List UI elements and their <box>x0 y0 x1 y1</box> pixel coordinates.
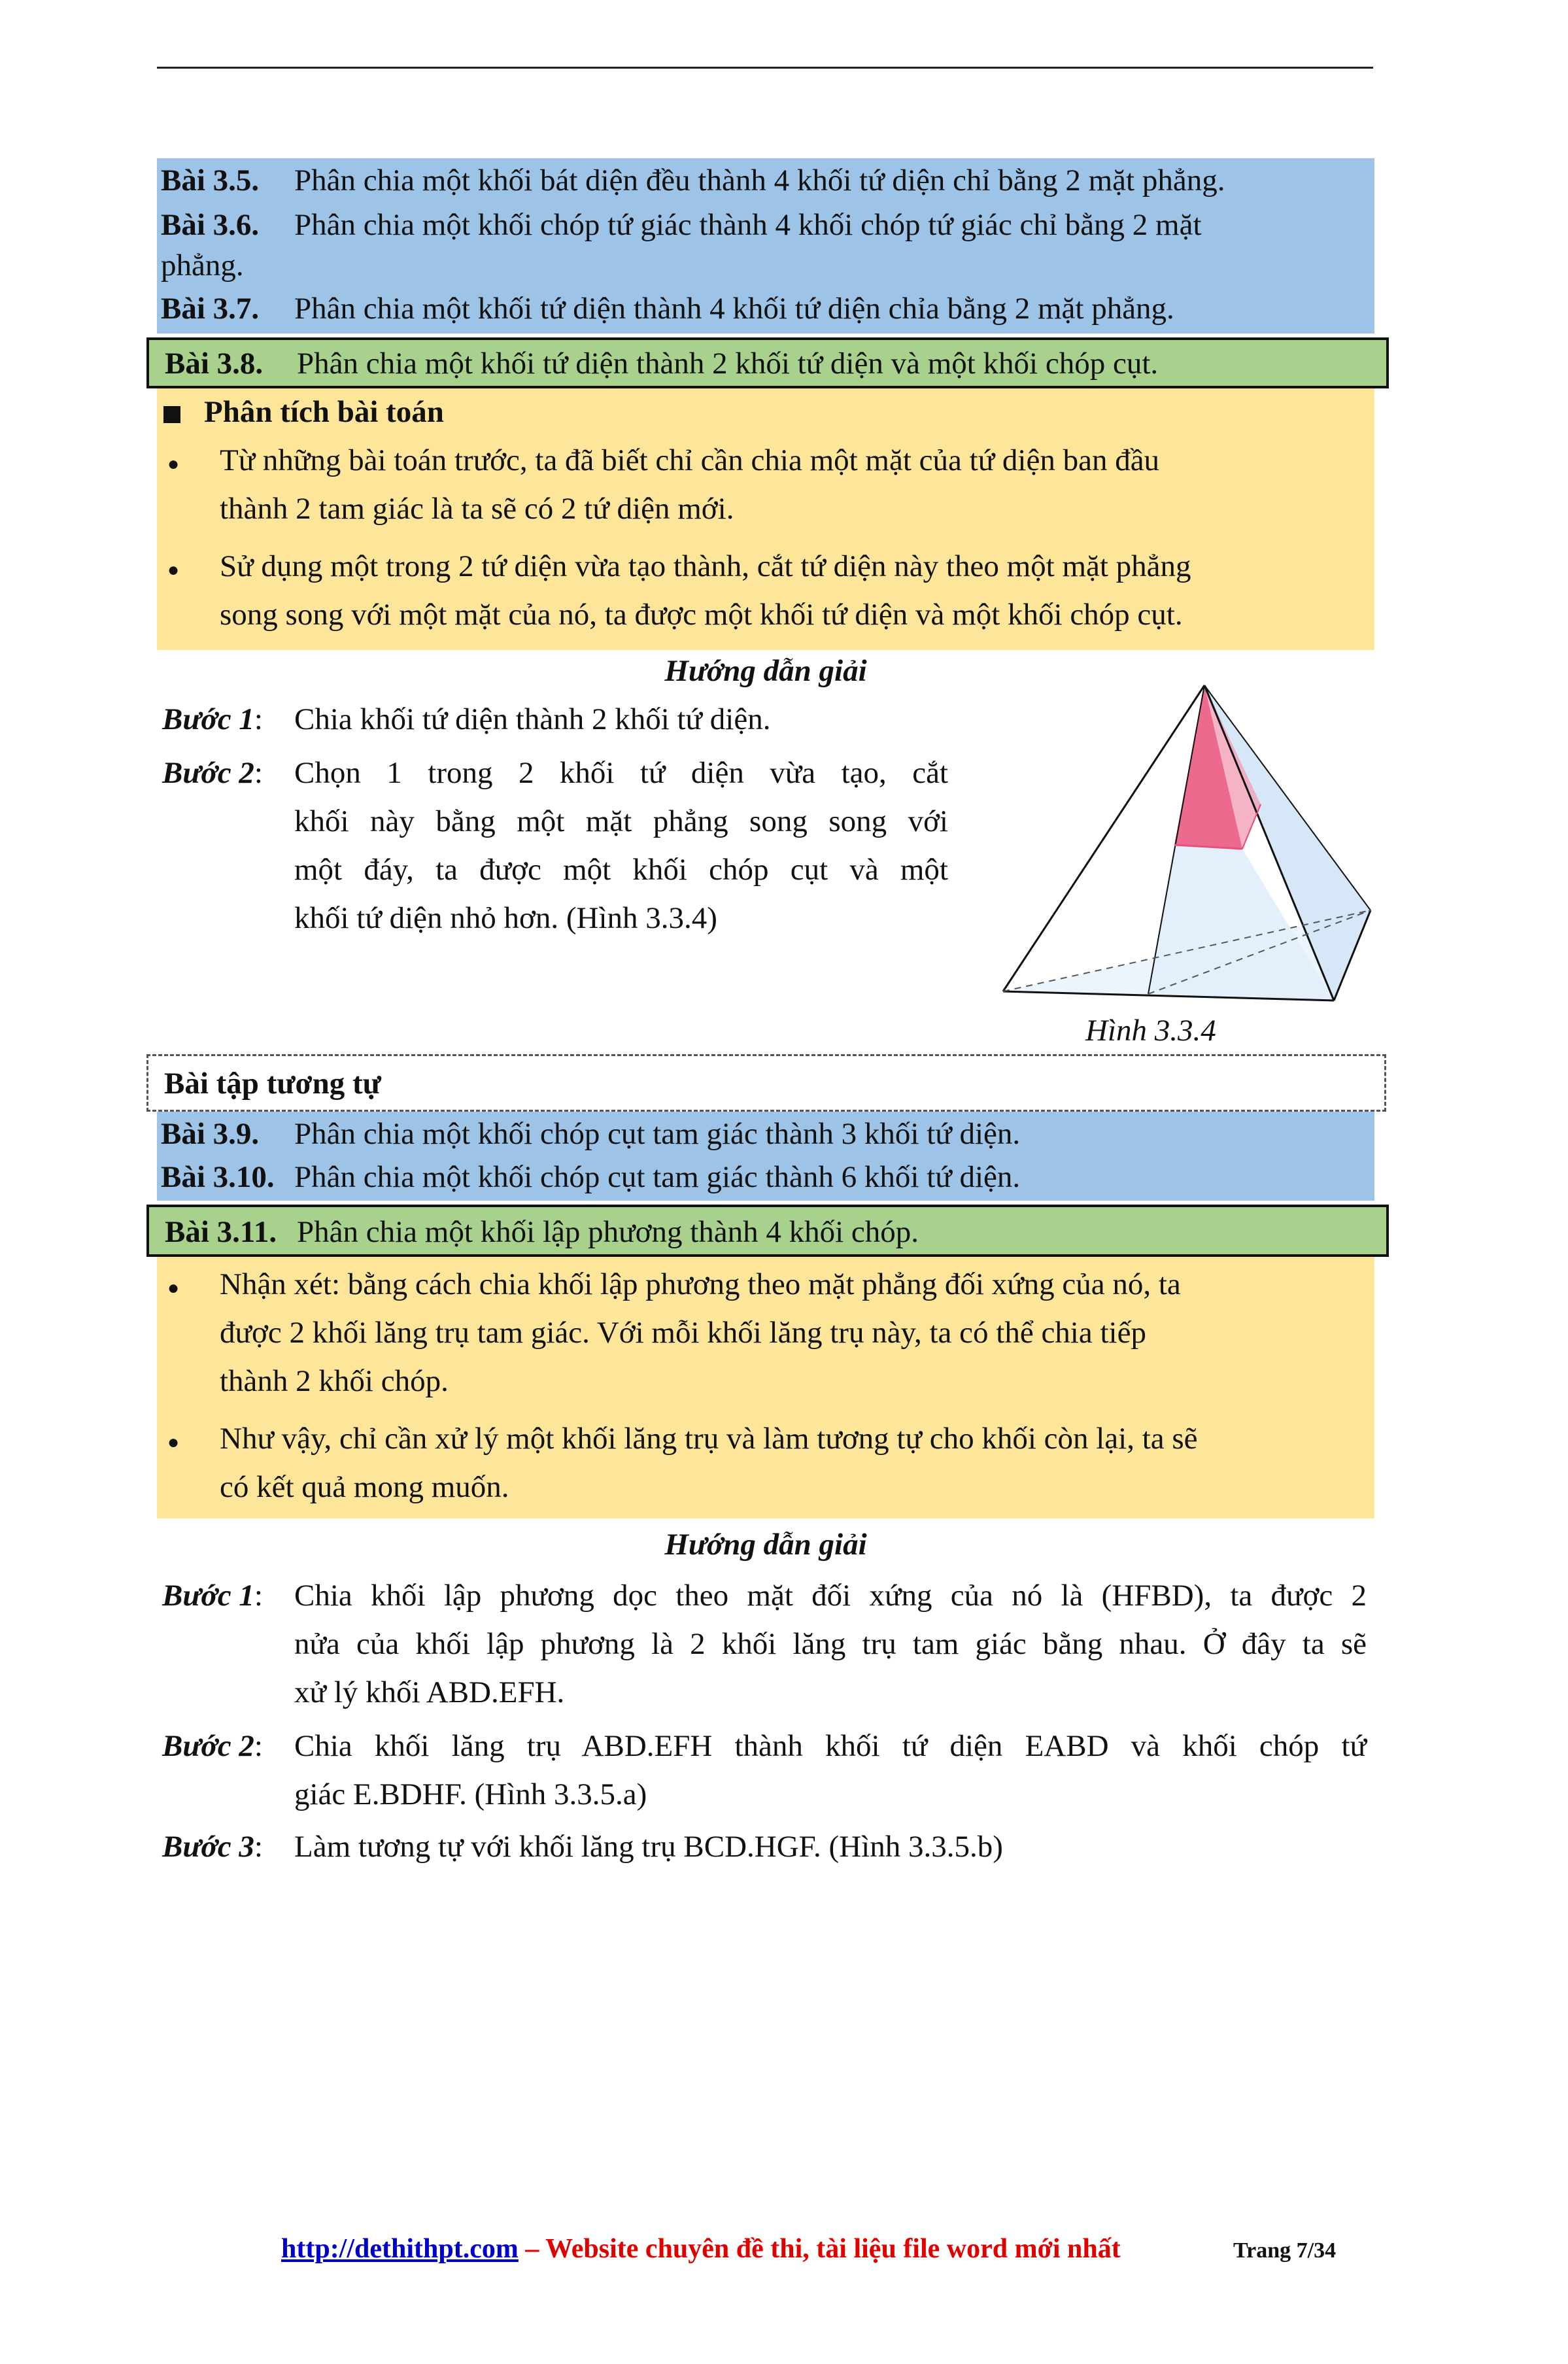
problem-text: Phân chia một khối bát diện đều thành 4 khối tứ diện chỉ bằng 2 mặt phẳng. <box>294 163 1225 197</box>
bullet-icon: ● <box>167 453 180 475</box>
problem-label: Bài 3.11. <box>165 1215 277 1249</box>
problem-3-8 <box>146 337 1389 388</box>
step-1-text <box>294 1576 1367 1712</box>
step-1-text: Chia khối tứ diện thành 2 khối tứ diện. <box>294 702 771 736</box>
footer-dash: – <box>518 2234 546 2264</box>
step-line: nửa của khối lập phương là 2 khối lăng trụ tam giác bằng nhau. Ở đây ta sẽ <box>294 1627 1367 1661</box>
step-label: Bước 3: <box>162 1830 263 1864</box>
remark-2 <box>220 1419 1348 1507</box>
problem-text: Phân chia một khối chóp cụt tam giác thành 6 khối tứ diện. <box>294 1160 1021 1194</box>
problem-text: Phân chia một khối chóp tứ giác thành 4 khối chóp tứ giác chỉ bằng 2 mặt <box>294 208 1202 242</box>
analysis-bullet-2 <box>220 547 1348 634</box>
similar-heading-box <box>146 1054 1386 1112</box>
remarks-block <box>157 1257 1374 1518</box>
analysis-block <box>157 388 1374 650</box>
figure-3-3-4 <box>1000 674 1380 1014</box>
problem-text-cont: phẳng. <box>161 248 244 283</box>
footer <box>281 2231 1121 2267</box>
page-number: Trang 7/34 <box>1233 2238 1337 2263</box>
similar-heading: Bài tập tương tự <box>164 1067 381 1101</box>
square-bullet-icon <box>163 406 180 423</box>
analysis-heading: Phân tích bài toán <box>204 395 444 429</box>
bullet-line: Sử dụng một trong 2 tứ diện vừa tạo thành, cắt tứ diện này theo một mặt phẳng <box>220 549 1191 583</box>
analysis-bullet-1 <box>220 441 1348 528</box>
remark-line: được 2 khối lăng trụ tam giác. Với mỗi khối lăng trụ này, ta có thể chia tiếp <box>220 1316 1146 1350</box>
step-line: Chọn 1 trong 2 khối tứ diện vừa tạo, cắt <box>294 756 948 790</box>
step-line: một đáy, ta được một khối chóp cụt và một <box>294 853 948 887</box>
problem-label: Bài 3.10. <box>161 1160 275 1194</box>
bullet-line: Từ những bài toán trước, ta đã biết chỉ cần chia một mặt của tứ diện ban đầu <box>220 443 1160 477</box>
step-line: giác E.BDHF. (Hình 3.3.5.a) <box>294 1777 647 1811</box>
similar-items <box>157 1112 1374 1201</box>
step-2-text <box>294 1726 1367 1814</box>
step-label: Bước 1: <box>162 1579 263 1613</box>
problem-text: Phân chia một khối tứ diện thành 4 khối tứ diện chỉa bằng 2 mặt phẳng. <box>294 292 1174 326</box>
step-label: Bước 2: <box>162 1729 263 1763</box>
problem-text: Phân chia một khối chóp cụt tam giác thành 3 khối tứ diện. <box>294 1117 1021 1151</box>
step-3-text: Làm tương tự với khối lăng trụ BCD.HGF. (Hình 3.3.5.b) <box>294 1830 1003 1864</box>
bullet-icon: ● <box>167 1431 180 1453</box>
problem-label: Bài 3.5. <box>161 163 260 197</box>
analysis-heading-row <box>163 392 444 432</box>
problems-block-a <box>157 158 1374 334</box>
problem-label: Bài 3.9. <box>161 1117 260 1151</box>
problem-text: Phân chia một khối lập phương thành 4 khối chóp. <box>297 1215 919 1249</box>
bullet-icon: ● <box>167 559 180 581</box>
step-line: Chia khối lập phương dọc theo mặt đối xứng của nó là (HFBD), ta được 2 <box>294 1579 1367 1613</box>
remark-line: có kết quả mong muốn. <box>220 1470 509 1504</box>
step-2-text <box>294 753 948 938</box>
problem-label: Bài 3.8. <box>165 347 264 381</box>
bullet-line: thành 2 tam giác là ta sẽ có 2 tứ diện mới. <box>220 492 734 526</box>
step-line: khối tứ diện nhỏ hơn. (Hình 3.3.4) <box>294 901 717 935</box>
remark-1 <box>220 1265 1348 1401</box>
solution-title: Hướng dẫn giải <box>664 1528 867 1562</box>
problem-label: Bài 3.7. <box>161 292 260 326</box>
footer-tagline: Website chuyên đề thi, tài liệu file word mới nhất <box>545 2234 1121 2264</box>
problem-text: Phân chia một khối tứ diện thành 2 khối tứ diện và một khối chóp cụt. <box>297 347 1159 381</box>
step-label: Bước 1: <box>162 702 263 736</box>
bullet-line: song song với một mặt của nó, ta được một khối tứ diện và một khối chóp cụt. <box>220 598 1183 632</box>
step-line: xử lý khối ABD.EFH. <box>294 1675 565 1709</box>
step-line: Chia khối lăng trụ ABD.EFH thành khối tứ diện EABD và khối chóp tứ <box>294 1729 1367 1763</box>
step-label: Bước 2: <box>162 756 263 790</box>
remark-line: thành 2 khối chóp. <box>220 1364 449 1398</box>
remark-line: Như vậy, chỉ cần xử lý một khối lăng trụ và làm tương tự cho khối còn lại, ta sẽ <box>220 1422 1198 1456</box>
figure-caption: Hình 3.3.4 <box>1085 1014 1216 1048</box>
problem-3-11 <box>146 1205 1389 1257</box>
footer-link[interactable]: http://dethithpt.com <box>281 2234 519 2264</box>
header-rule <box>157 67 1373 69</box>
remark-line: Nhận xét: bằng cách chia khối lập phương theo mặt phẳng đối xứng của nó, ta <box>220 1267 1181 1301</box>
solution-title: Hướng dẫn giải <box>664 654 867 688</box>
solution-2 <box>157 1518 1374 1885</box>
problem-label: Bài 3.6. <box>161 208 260 242</box>
step-line: khối này bằng một mặt phẳng song song với <box>294 804 948 838</box>
bullet-icon: ● <box>167 1277 180 1299</box>
